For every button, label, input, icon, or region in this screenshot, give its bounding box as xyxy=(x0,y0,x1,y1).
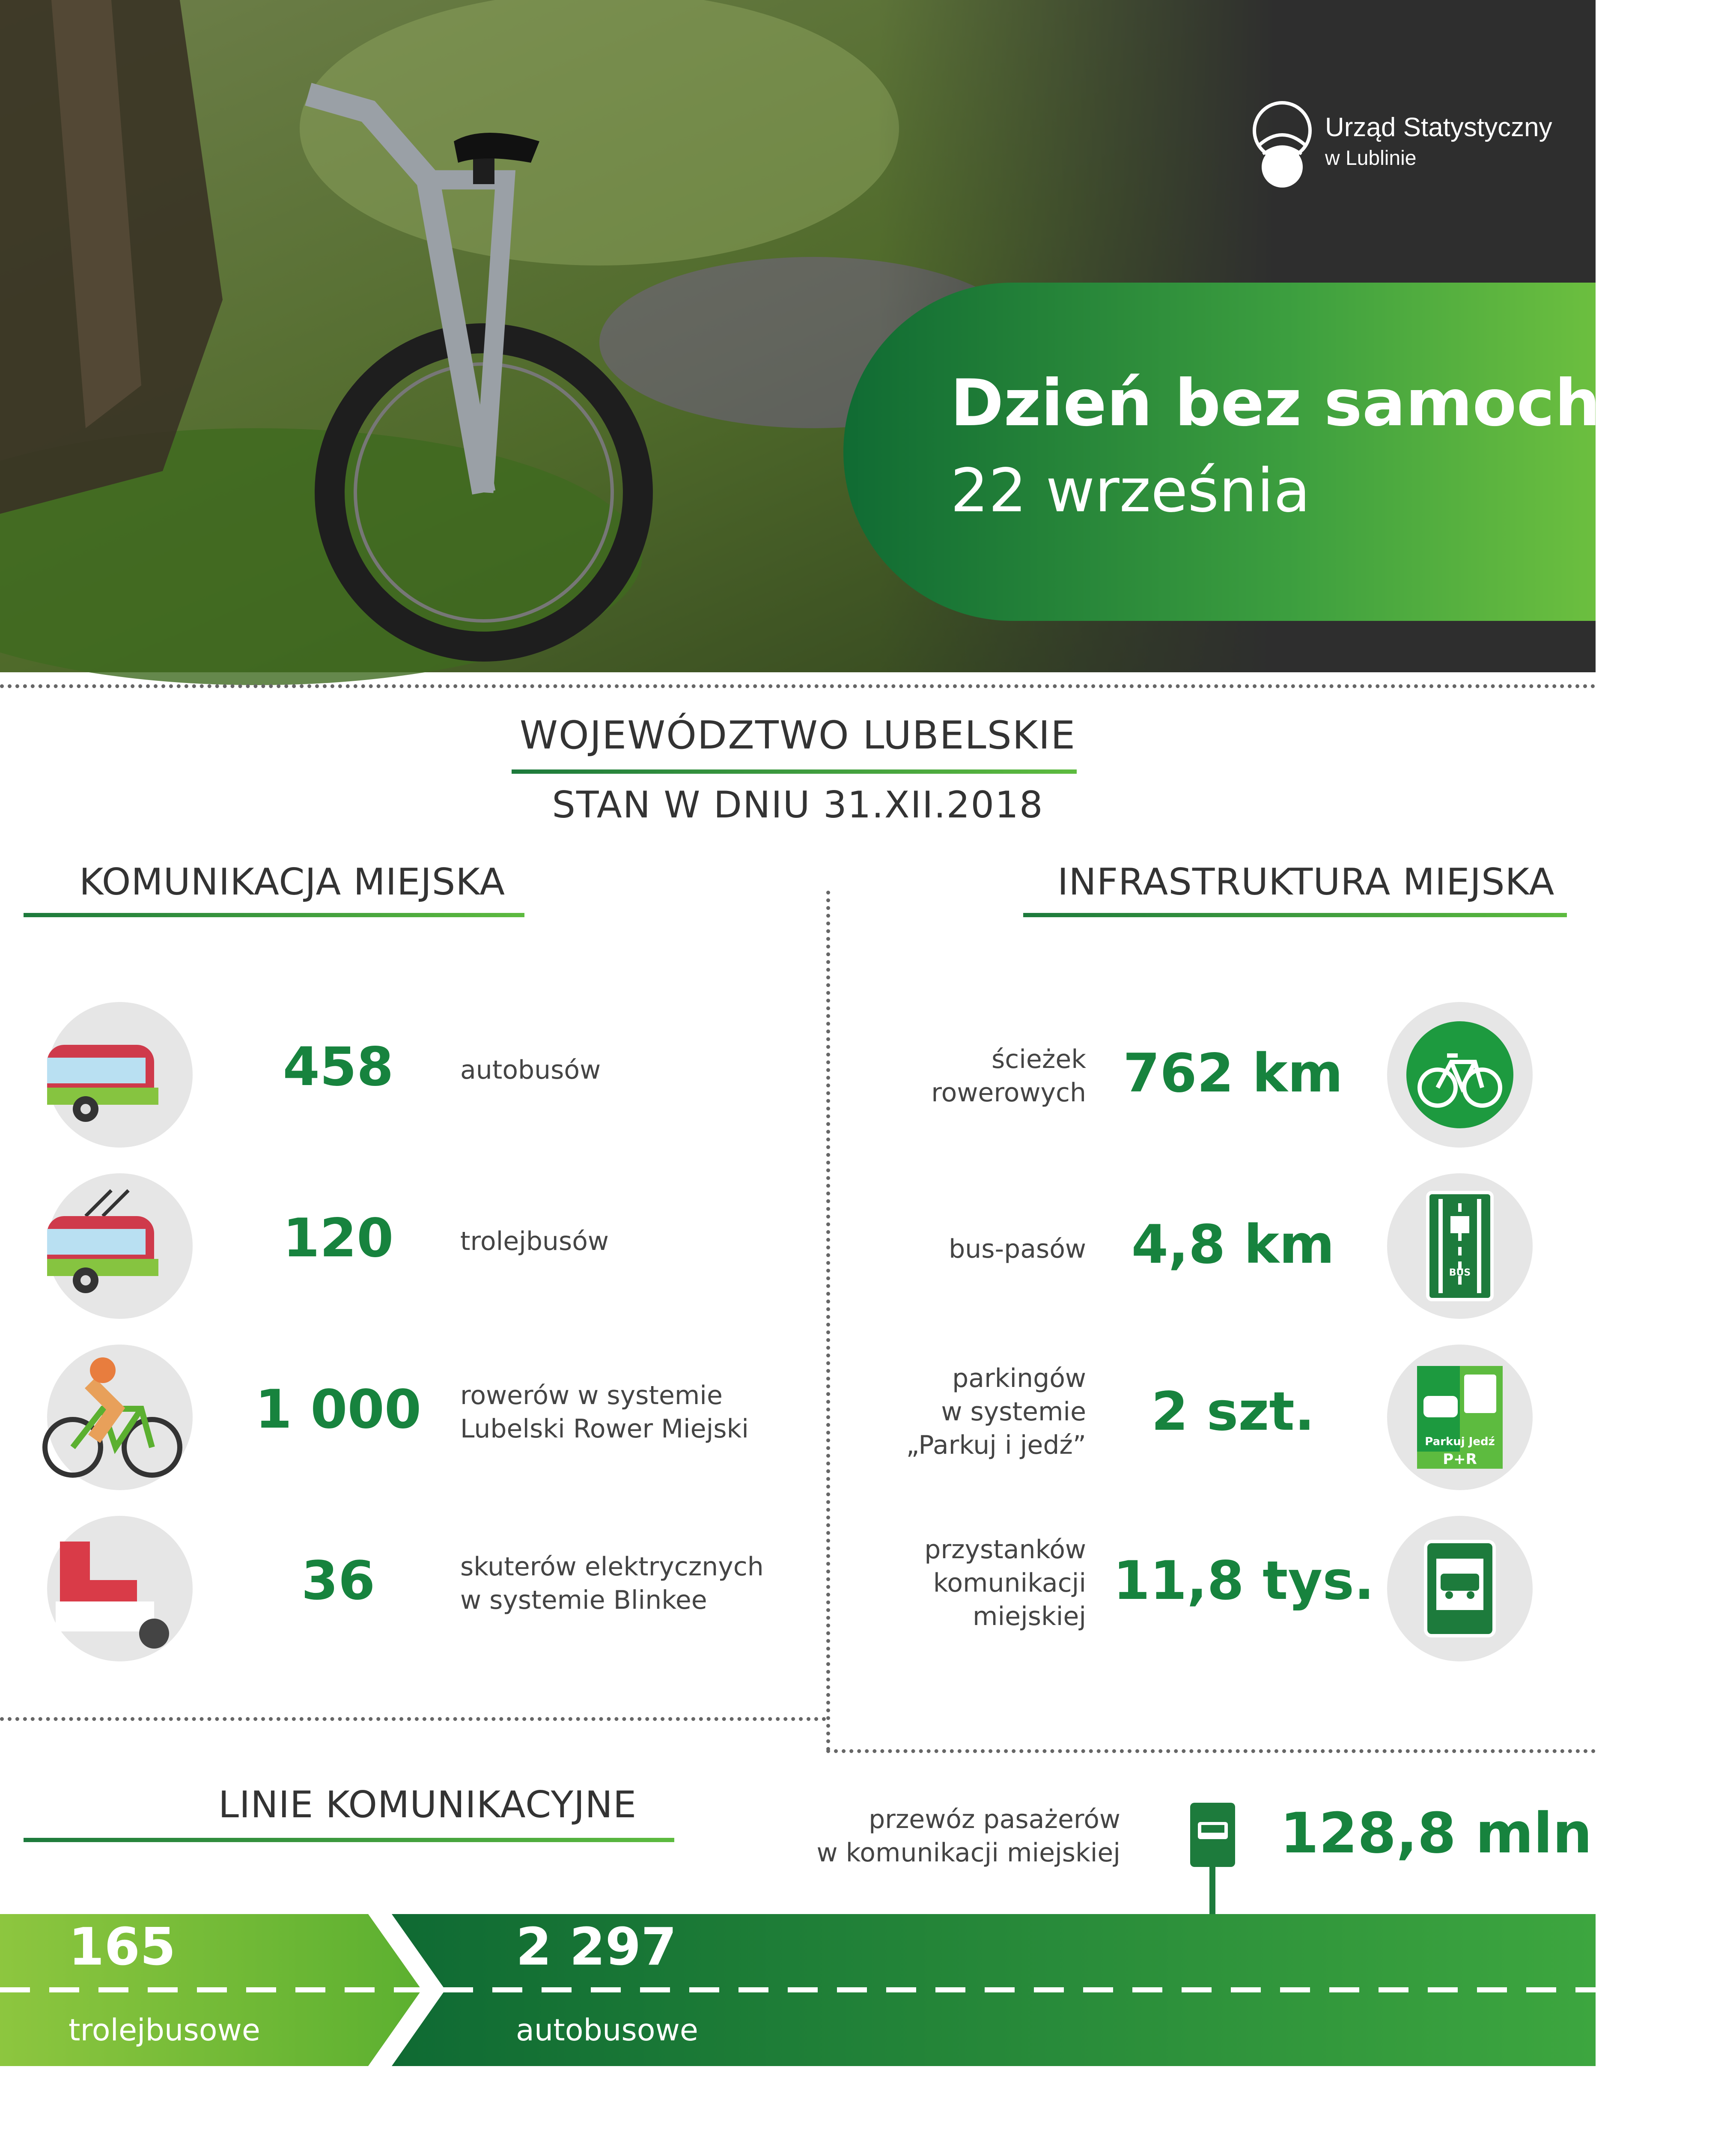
cyclist-icon xyxy=(47,1345,193,1490)
trolleybus-icon xyxy=(47,1173,193,1319)
infrastruktura-label-line: bus-pasów xyxy=(949,1234,1086,1264)
divider xyxy=(0,684,1596,688)
divider xyxy=(826,891,830,1751)
infrastruktura-label-line: „Parkuj i jedź” xyxy=(906,1430,1086,1460)
bus-lane-sign-icon xyxy=(1387,1173,1533,1319)
park-and-ride-sign-icon xyxy=(1387,1345,1533,1490)
komunikacja-label: autobusów xyxy=(460,1055,601,1085)
bike-path-sign-icon xyxy=(1387,1002,1533,1148)
org-name-line1: Urząd Statystyczny xyxy=(1325,113,1552,142)
infrastruktura-label xyxy=(924,1533,1086,1633)
komunikacja-label xyxy=(460,1379,749,1446)
komunikacja-value: 1 000 xyxy=(255,1379,422,1440)
komunikacja-value: 458 xyxy=(283,1036,394,1098)
trolley-lines-label: trolejbusowe xyxy=(68,2013,260,2048)
title-box xyxy=(843,283,1596,621)
passengers-label-line: w komunikacji miejskiej xyxy=(816,1838,1120,1868)
infrastruktura-label xyxy=(949,1232,1086,1266)
bus-lane-sign-text: BUS xyxy=(1449,1267,1471,1278)
region-date: STAN W DNIU 31.XII.2018 xyxy=(552,784,1044,826)
passengers-label xyxy=(817,1803,1120,1870)
infrastruktura-label-line: miejskiej xyxy=(973,1601,1086,1631)
komunikacja-label-line: rowerów w systemie xyxy=(460,1381,723,1410)
bus-lines-value: 2 297 xyxy=(516,1917,677,1977)
komunikacja-value: 120 xyxy=(283,1208,394,1269)
komunikacja-label-line: skuterów elektrycznych xyxy=(460,1552,764,1582)
infrastruktura-label xyxy=(906,1362,1086,1462)
infrastruktura-label-line: parkingów xyxy=(952,1363,1086,1393)
scooter-rider-icon xyxy=(47,1516,193,1661)
infrastruktura-label-line: w systemie xyxy=(941,1397,1086,1427)
infrastruktura-value: 11,8 tys. xyxy=(1113,1550,1375,1612)
komunikacja-value: 36 xyxy=(301,1550,375,1612)
infrastruktura-title: INFRASTRUKTURA MIEJSKA xyxy=(1057,861,1555,904)
infrastruktura-label xyxy=(931,1043,1086,1109)
divider xyxy=(0,1717,826,1721)
komunikacja-label: trolejbusów xyxy=(460,1226,609,1256)
komunikacja-underline xyxy=(24,913,524,917)
infrastruktura-value: 762 km xyxy=(1123,1043,1343,1104)
komunikacja-label-line: w systemie Blinkee xyxy=(460,1585,707,1615)
infrastruktura-value: 4,8 km xyxy=(1131,1214,1335,1276)
bus-stop-post-icon xyxy=(1186,1798,1242,1931)
infrastruktura-underline xyxy=(1023,913,1567,917)
passengers-label-line: przewóz pasażerów xyxy=(869,1804,1120,1834)
region-underline xyxy=(512,769,1077,774)
linie-underline xyxy=(24,1838,674,1842)
page-subtitle: 22 września xyxy=(950,456,1310,526)
linie-title: LINIE KOMUNIKACYJNE xyxy=(218,1783,637,1826)
header-banner xyxy=(0,0,1736,672)
trolley-lines-value: 165 xyxy=(68,1917,176,1977)
komunikacja-title: KOMUNIKACJA MIEJSKA xyxy=(79,861,506,904)
park-and-ride-sign-text: Parkuj Jedź xyxy=(1425,1435,1495,1448)
infrastruktura-label-line: komunikacji xyxy=(933,1568,1086,1598)
org-name-line2: w Lublinie xyxy=(1325,147,1417,170)
org-logo-icon xyxy=(1250,98,1314,193)
region-name: WOJEWÓDZTWO LUBELSKIE xyxy=(519,713,1076,758)
infrastruktura-label-line: rowerowych xyxy=(931,1078,1086,1108)
bus-stop-sign-icon xyxy=(1387,1516,1533,1661)
park-and-ride-sign-text: P+R xyxy=(1443,1451,1477,1468)
komunikacja-label xyxy=(460,1550,764,1617)
komunikacja-label-line: Lubelski Rower Miejski xyxy=(460,1414,749,1444)
passengers-value: 128,8 mln xyxy=(1280,1801,1593,1866)
bus-icon xyxy=(47,1002,193,1148)
bus-lines-label: autobusowe xyxy=(516,2013,698,2048)
infrastruktura-label-line: ścieżek xyxy=(992,1044,1086,1074)
divider xyxy=(826,1749,1596,1753)
infrastruktura-value: 2 szt. xyxy=(1151,1381,1315,1443)
page-title: Dzień bez samochodu xyxy=(950,366,1736,441)
infrastruktura-label-line: przystanków xyxy=(924,1535,1086,1565)
